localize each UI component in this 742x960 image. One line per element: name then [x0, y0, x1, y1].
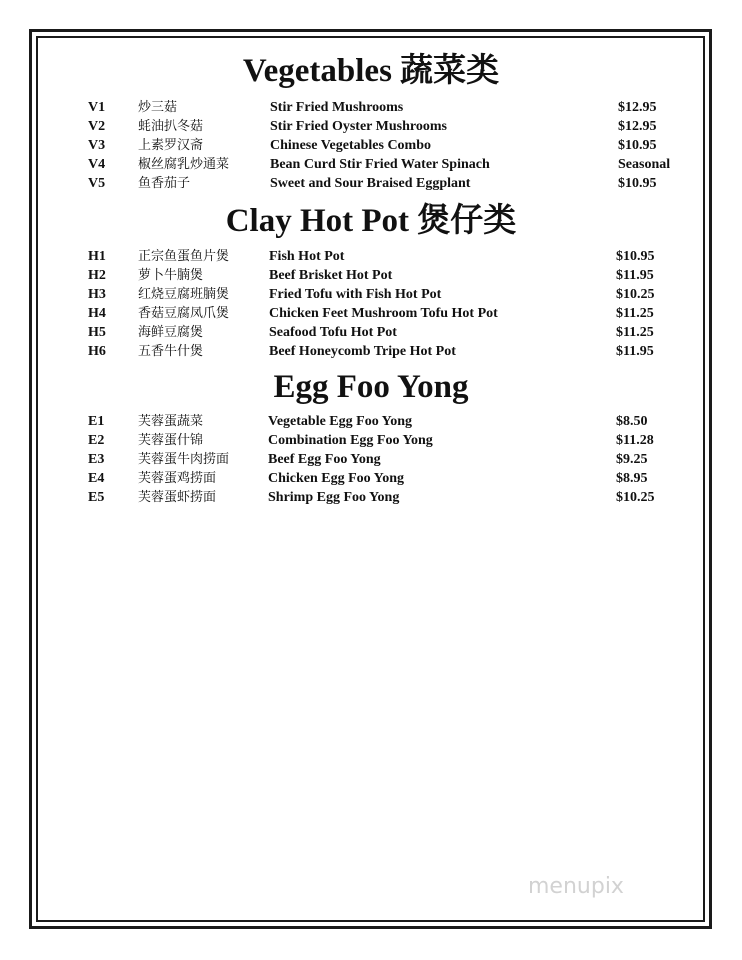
item-english-name: Stir Fried Mushrooms	[270, 100, 404, 115]
item-chinese-name: 萝卜牛腩煲	[138, 268, 204, 283]
item-price: $10.25	[616, 490, 655, 505]
item-price: $10.95	[616, 249, 655, 264]
item-chinese-name: 正宗鱼蛋鱼片煲	[138, 249, 230, 264]
item-code: H6	[88, 344, 106, 359]
item-price: $8.95	[616, 471, 648, 486]
item-price: Seasonal	[618, 157, 671, 172]
item-price: $10.25	[616, 287, 655, 302]
menu-item-h6	[0, 342, 742, 361]
item-code: E1	[88, 414, 105, 429]
menu-item-v1	[0, 98, 742, 117]
item-code: E4	[88, 471, 105, 486]
menu-item-v3	[0, 136, 742, 155]
menu-item-e1	[0, 412, 742, 431]
item-chinese-name: 芙蓉蛋蔬菜	[138, 414, 204, 429]
item-code: H4	[88, 306, 106, 321]
item-code: E3	[88, 452, 105, 467]
menu-item-e2	[0, 431, 742, 450]
item-code: H3	[88, 287, 106, 302]
menu-item-h5	[0, 323, 742, 342]
claypot-title: Clay Hot Pot 煲仔类	[225, 203, 517, 239]
item-code: V3	[88, 138, 106, 153]
item-english-name: Beef Egg Foo Yong	[268, 452, 381, 467]
menu-item-v5	[0, 174, 742, 193]
item-english-name: Shrimp Egg Foo Yong	[268, 490, 400, 505]
item-code: H2	[88, 268, 106, 283]
item-english-name: Vegetable Egg Foo Yong	[268, 414, 413, 429]
item-english-name: Combination Egg Foo Yong	[268, 433, 433, 448]
item-code: E5	[88, 490, 105, 505]
item-chinese-name: 蚝油扒冬菇	[138, 119, 204, 134]
vegetables-title: Vegetables 蔬菜类	[242, 53, 500, 89]
item-english-name: Beef Honeycomb Tripe Hot Pot	[269, 344, 456, 359]
item-chinese-name: 鱼香茄子	[138, 176, 191, 191]
menu-item-h2	[0, 266, 742, 285]
item-code: V2	[88, 119, 106, 134]
item-price: $11.28	[616, 433, 654, 448]
menu-item-h4	[0, 304, 742, 323]
item-price: $11.25	[616, 325, 654, 340]
item-english-name: Chicken Egg Foo Yong	[268, 471, 405, 486]
item-price: $10.95	[618, 138, 657, 153]
menu-item-e3	[0, 450, 742, 469]
item-code: E2	[88, 433, 105, 448]
item-chinese-name: 红烧豆腐班腩煲	[138, 287, 230, 302]
menu-item-h1	[0, 247, 742, 266]
item-price: $11.95	[616, 344, 654, 359]
item-price: $12.95	[618, 100, 657, 115]
item-chinese-name: 芙蓉蛋鸡捞面	[138, 471, 217, 486]
item-english-name: Fish Hot Pot	[269, 249, 345, 264]
item-english-name: Fried Tofu with Fish Hot Pot	[269, 287, 442, 302]
item-chinese-name: 五香牛什煲	[138, 344, 204, 359]
item-chinese-name: 海鲜豆腐煲	[138, 325, 204, 340]
item-price: $9.25	[616, 452, 648, 467]
item-code: V1	[88, 100, 106, 115]
item-chinese-name: 芙蓉蛋虾捞面	[138, 490, 217, 505]
item-english-name: Seafood Tofu Hot Pot	[269, 325, 397, 340]
item-code: H5	[88, 325, 106, 340]
item-chinese-name: 炒三菇	[138, 100, 178, 115]
item-english-name: Bean Curd Stir Fried Water Spinach	[270, 157, 490, 172]
item-english-name: Stir Fried Oyster Mushrooms	[270, 119, 447, 134]
item-chinese-name: 芙蓉蛋什锦	[138, 433, 204, 448]
item-chinese-name: 芙蓉蛋牛肉捞面	[138, 452, 230, 467]
eggfooyong-title: Egg Foo Yong	[273, 369, 469, 405]
item-english-name: Sweet and Sour Braised Eggplant	[270, 176, 471, 191]
item-code: V5	[88, 176, 106, 191]
item-chinese-name: 香菇豆腐凤爪煲	[138, 306, 230, 321]
item-price: $11.95	[616, 268, 654, 283]
item-price: $12.95	[618, 119, 657, 134]
item-english-name: Beef Brisket Hot Pot	[269, 268, 393, 283]
menu-item-e5	[0, 488, 742, 507]
menu-item-v4	[0, 155, 742, 174]
menupix-watermark: menupix	[528, 874, 624, 899]
item-code: H1	[88, 249, 106, 264]
item-chinese-name: 上素罗汉斋	[138, 138, 204, 153]
item-chinese-name: 椒丝腐乳炒通菜	[138, 157, 230, 172]
item-price: $8.50	[616, 414, 648, 429]
menu-item-h3	[0, 285, 742, 304]
item-price: $10.95	[618, 176, 657, 191]
menu-item-e4	[0, 469, 742, 488]
item-english-name: Chicken Feet Mushroom Tofu Hot Pot	[269, 306, 498, 321]
item-english-name: Chinese Vegetables Combo	[270, 138, 432, 153]
menu-item-v2	[0, 117, 742, 136]
item-price: $11.25	[616, 306, 654, 321]
item-code: V4	[88, 157, 106, 172]
